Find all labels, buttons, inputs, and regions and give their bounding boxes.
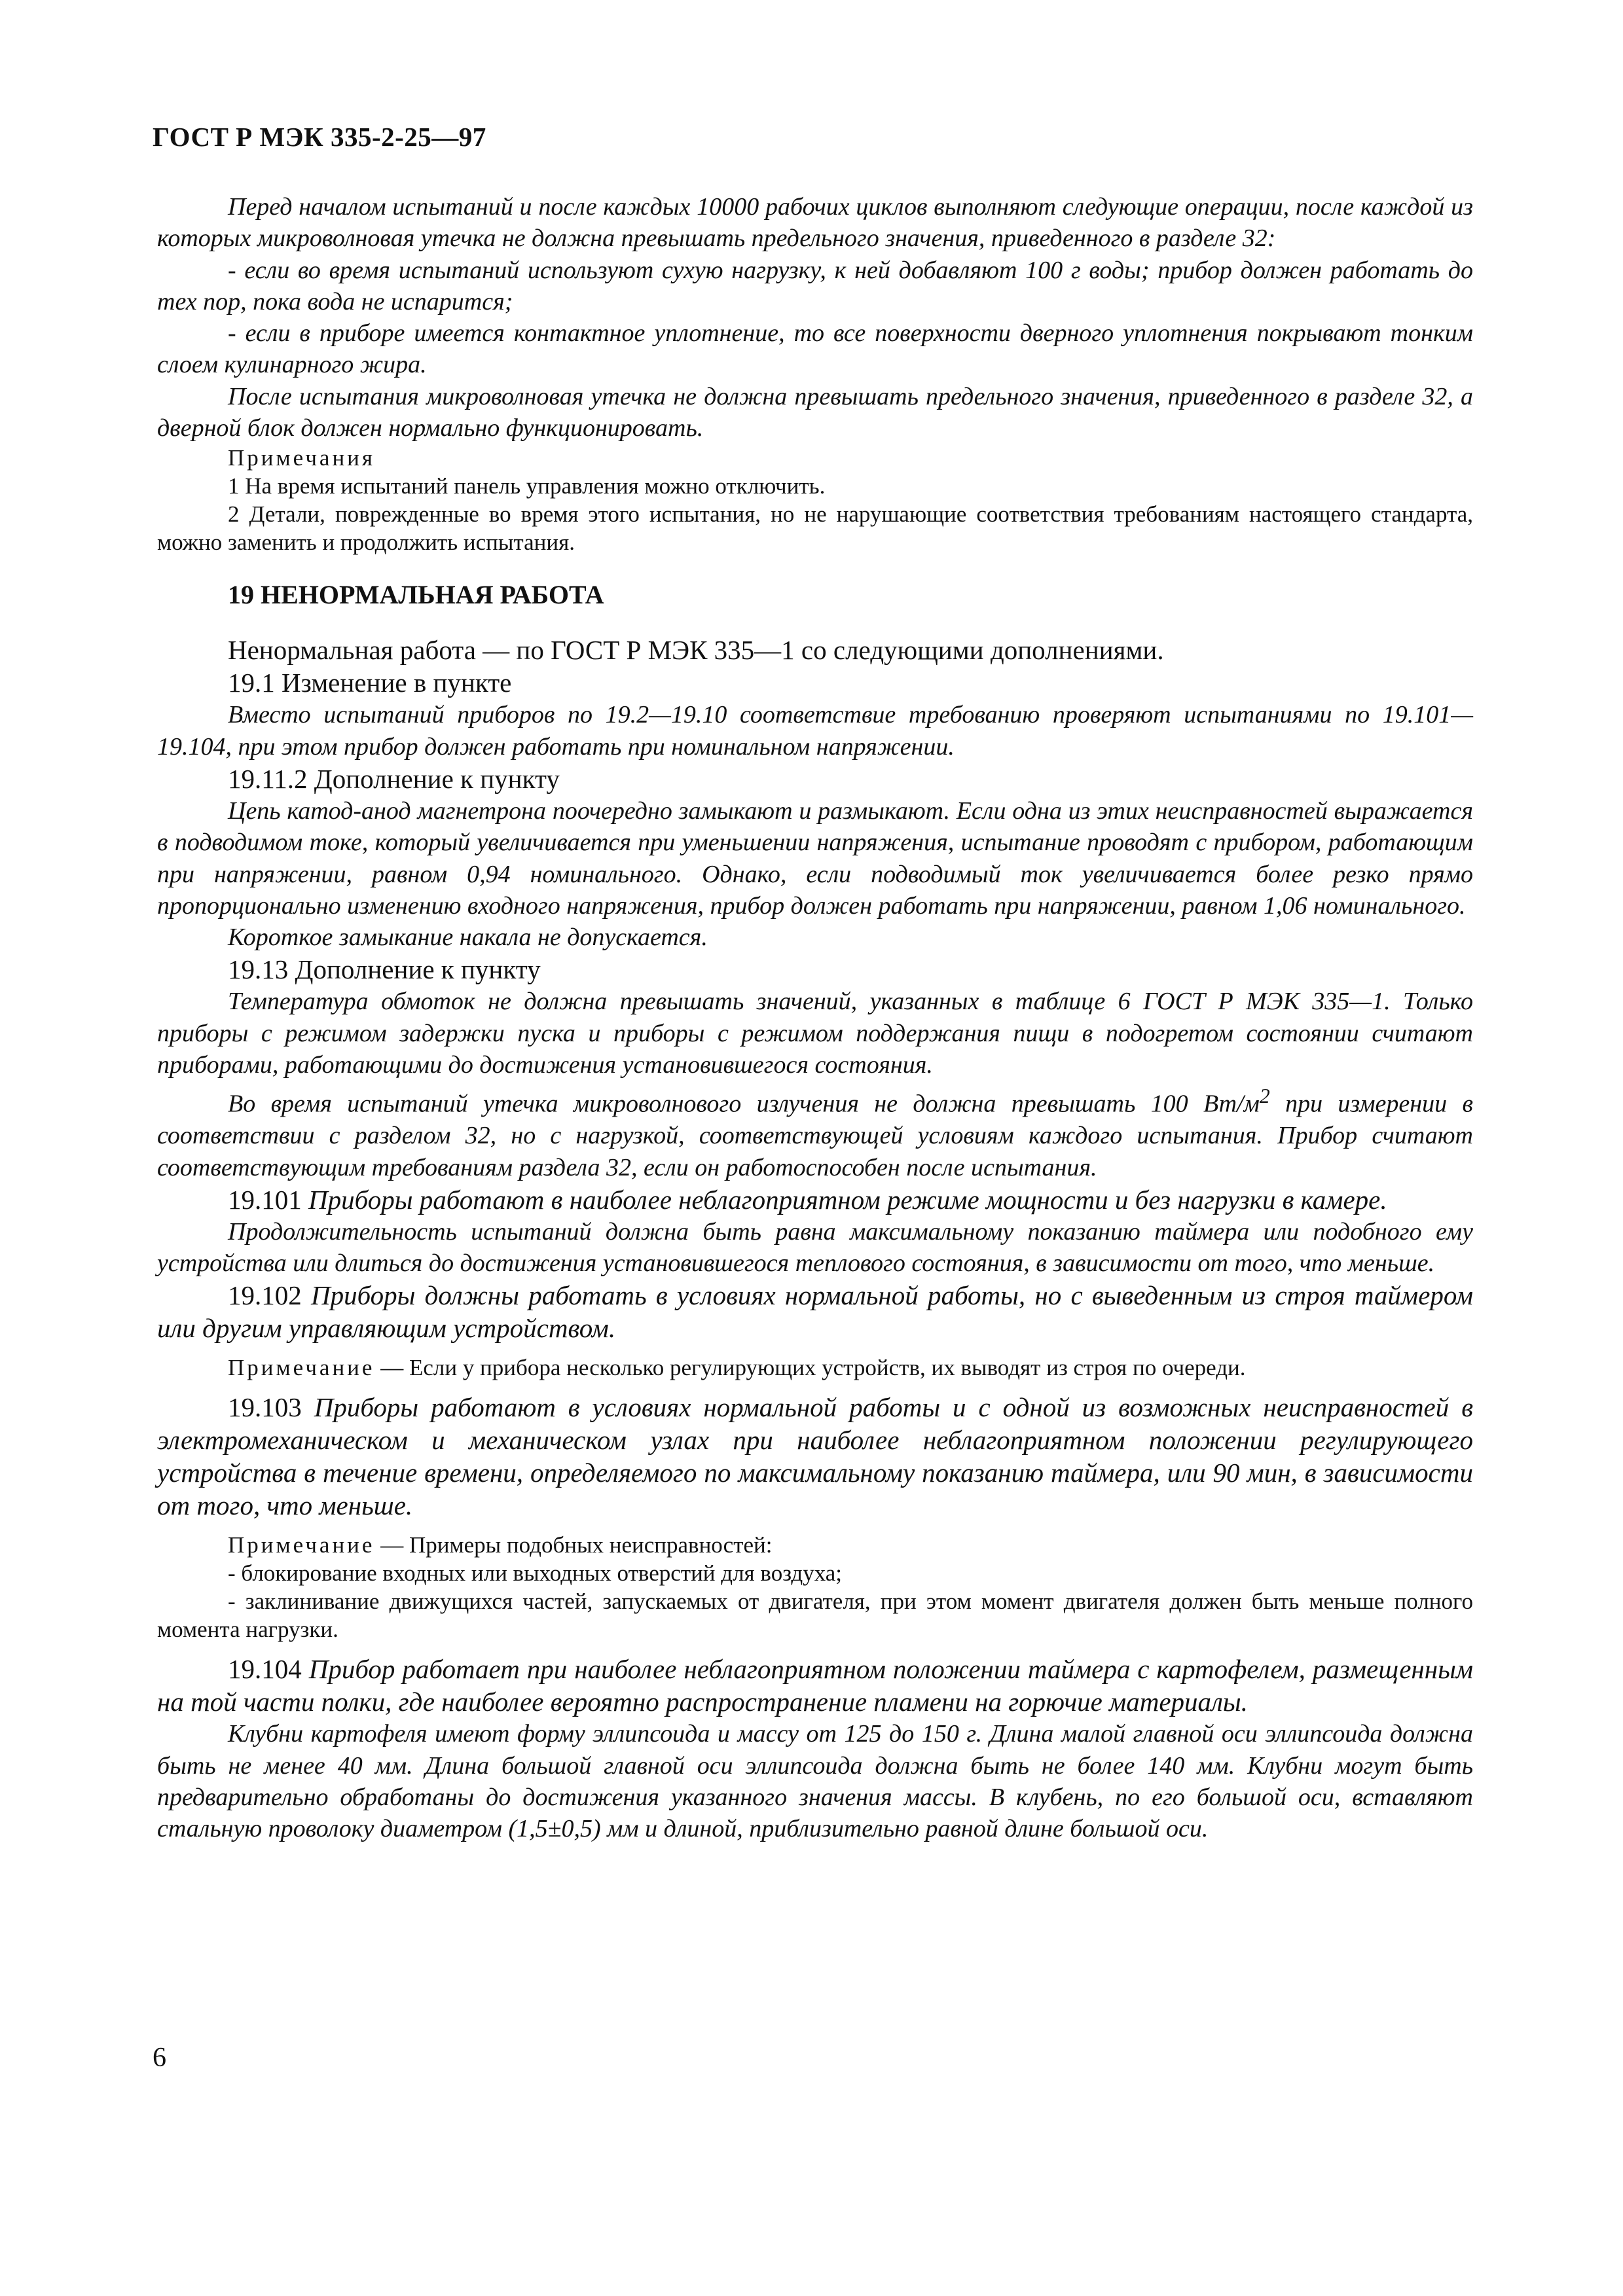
note-item: 1 На время испытаний панель управления можно отключить. [228, 473, 826, 499]
clause-text [157, 1081, 1473, 1183]
clause-text: Вместо испытаний приборов по 19.2—19.10 соответствие требованию проверяют испытаниями по 19.101—19.104, при этом прибор должен работать при номинальном напряжении. [157, 701, 1473, 761]
clause-text: Прибор работает при наиболее неблагоприятном положении таймера с картофелем, размещенным на той части полки, где наиболее вероятно распространение пламени на горючие материалы. [157, 1654, 1474, 1717]
clause-text-part: при измерении в соответствии с разделом 32, но с нагрузкой, соответствующей условиям каждого испытания. Прибор считают соответствующим требованиям раздела 32, если он работоспособен после испытания. [157, 1090, 1473, 1181]
clause-title: 19.13 Дополнение к пункту [228, 954, 541, 985]
clause-text: Приборы работают в условиях нормальной работы и с одной из возможных неисправностей в электромеханическом и механическом узлах при наиболее неблагоприятном положении регулирующего устройства в течение времени, определяемого по максимальному показанию таймера, или 90 мин, в зависимости от того, что меньше. [157, 1392, 1474, 1521]
clause-text-part: Во время испытаний утечка микроволнового излучения не должна превышать 100 Вт/м [228, 1090, 1260, 1118]
note-102 [157, 1354, 1473, 1382]
page-number: 6 [153, 2043, 166, 2073]
note-103 [157, 1531, 1473, 1559]
note-item: 2 Детали, поврежденные во время этого испытания, но не нарушающие соответствия требованиям настоящего стандарта, можно заменить и продолжить испытания. [157, 501, 1473, 556]
note-text: — Примеры подобных неисправностей: [374, 1532, 773, 1558]
clause-text: Клубни картофеля имеют форму эллипсоида и массу от 125 до 150 г. Длина малой главной оси эллипсоида должна быть не менее 40 мм. Длина большой главной оси эллипсоида должна быть не более 140 мм. Клубни могут быть предварительно обработаны до достижения указанного значения массы. В клубень, по его большой оси, вставляют стальную проволоку диаметром (1,5±0,5) мм и длиной, приблизительно равной длине большой оси. [157, 1720, 1473, 1843]
clause-number: 19.103 [228, 1392, 302, 1423]
clause-number: 19.104 [228, 1654, 302, 1685]
note-bullet: - блокирование входных или выходных отверстий для воздуха; [228, 1560, 842, 1587]
superscript: 2 [1259, 1085, 1270, 1108]
clause-title: 19.1 Изменение в пункте [228, 668, 512, 698]
clause-text: Короткое замыкание накала не допускается. [228, 924, 708, 952]
section-intro: Ненормальная работа — по ГОСТ Р МЭК 335—1 со следующими дополнениями. [228, 635, 1164, 666]
clause-text: Цепь катод-анод магнетрона поочередно замыкают и размыкают. Если одна из этих неисправностей выражается в подводимом токе, который увеличивается при уменьшении напряжения, испытание проводят с прибором, работающим при напряжении, равном 0,94 номинального. Однако, если подводимый ток увеличивается более резко прямо пропорционально изменению входного напряжения, прибор должен работать при напряжении, равном 1,06 номинального. [157, 797, 1473, 920]
clause-102 [157, 1279, 1473, 1344]
clause-104 [157, 1653, 1473, 1718]
clause-text: Приборы работают в наиболее неблагоприятном режиме мощности и без нагрузки в камере. [308, 1184, 1387, 1215]
paragraph: - если в приборе имеется контактное уплотнение, то все поверхности дверного уплотнения покрывают тонким слоем кулинарного жира. [157, 319, 1473, 379]
clause-title: 19.11.2 Дополнение к пункту [228, 763, 560, 794]
document-body [157, 191, 1473, 1845]
paragraph: После испытания микроволновая утечка не должна превышать предельного значения, приведенного в разделе 32, а дверной блок должен нормально функционировать. [157, 382, 1473, 442]
clause-text: Продолжительность испытаний должна быть равна максимальному показанию таймера или подобного ему устройства или длиться до достижения установившегося теплового состояния, в зависимости от того, что меньше. [157, 1217, 1473, 1278]
paragraph: - если во время испытаний используют сухую нагрузку, к ней добавляют 100 г воды; прибор должен работать до тех пор, пока вода не испарится; [157, 256, 1473, 315]
clause-number: 19.102 [228, 1280, 302, 1311]
note-label: Примечание [228, 1355, 375, 1381]
note-label: Примечание [228, 1532, 375, 1558]
clause-text: Температура обмоток не должна превышать значений, указанных в таблице 6 ГОСТ Р МЭК 335—1. Только приборы с режимом задержки пуска и приборы с режимом поддержания пищи в подогретом состоянии считают приборами, работающими до достижения установившегося состояния. [157, 988, 1473, 1079]
notes-title: Примечания [228, 445, 376, 471]
clause-101 [157, 1183, 1473, 1216]
note-text: — Если у прибора несколько регулирующих устройств, их выводят из строя по очереди. [374, 1355, 1246, 1381]
section-heading: 19 НЕНОРМАЛЬНАЯ РАБОТА [228, 580, 604, 610]
clause-text: Приборы должны работать в условиях нормальной работы, но с выведенным из строя таймером или другим управляющим устройством. [157, 1280, 1473, 1344]
clause-103 [157, 1391, 1473, 1522]
clause-number: 19.101 [228, 1184, 302, 1215]
document-header: ГОСТ Р МЭК 335-2-25—97 [153, 122, 486, 152]
paragraph: Перед началом испытаний и после каждых 10000 рабочих циклов выполняют следующие операции, после каждой из которых микроволновая утечка не должна превышать предельного значения, приведенного в разделе 32: [157, 193, 1473, 253]
note-bullet: - заклинивание движущихся частей, запускаемых от двигателя, при этом момент двигателя должен быть меньше полного момента нагрузки. [157, 1588, 1473, 1643]
